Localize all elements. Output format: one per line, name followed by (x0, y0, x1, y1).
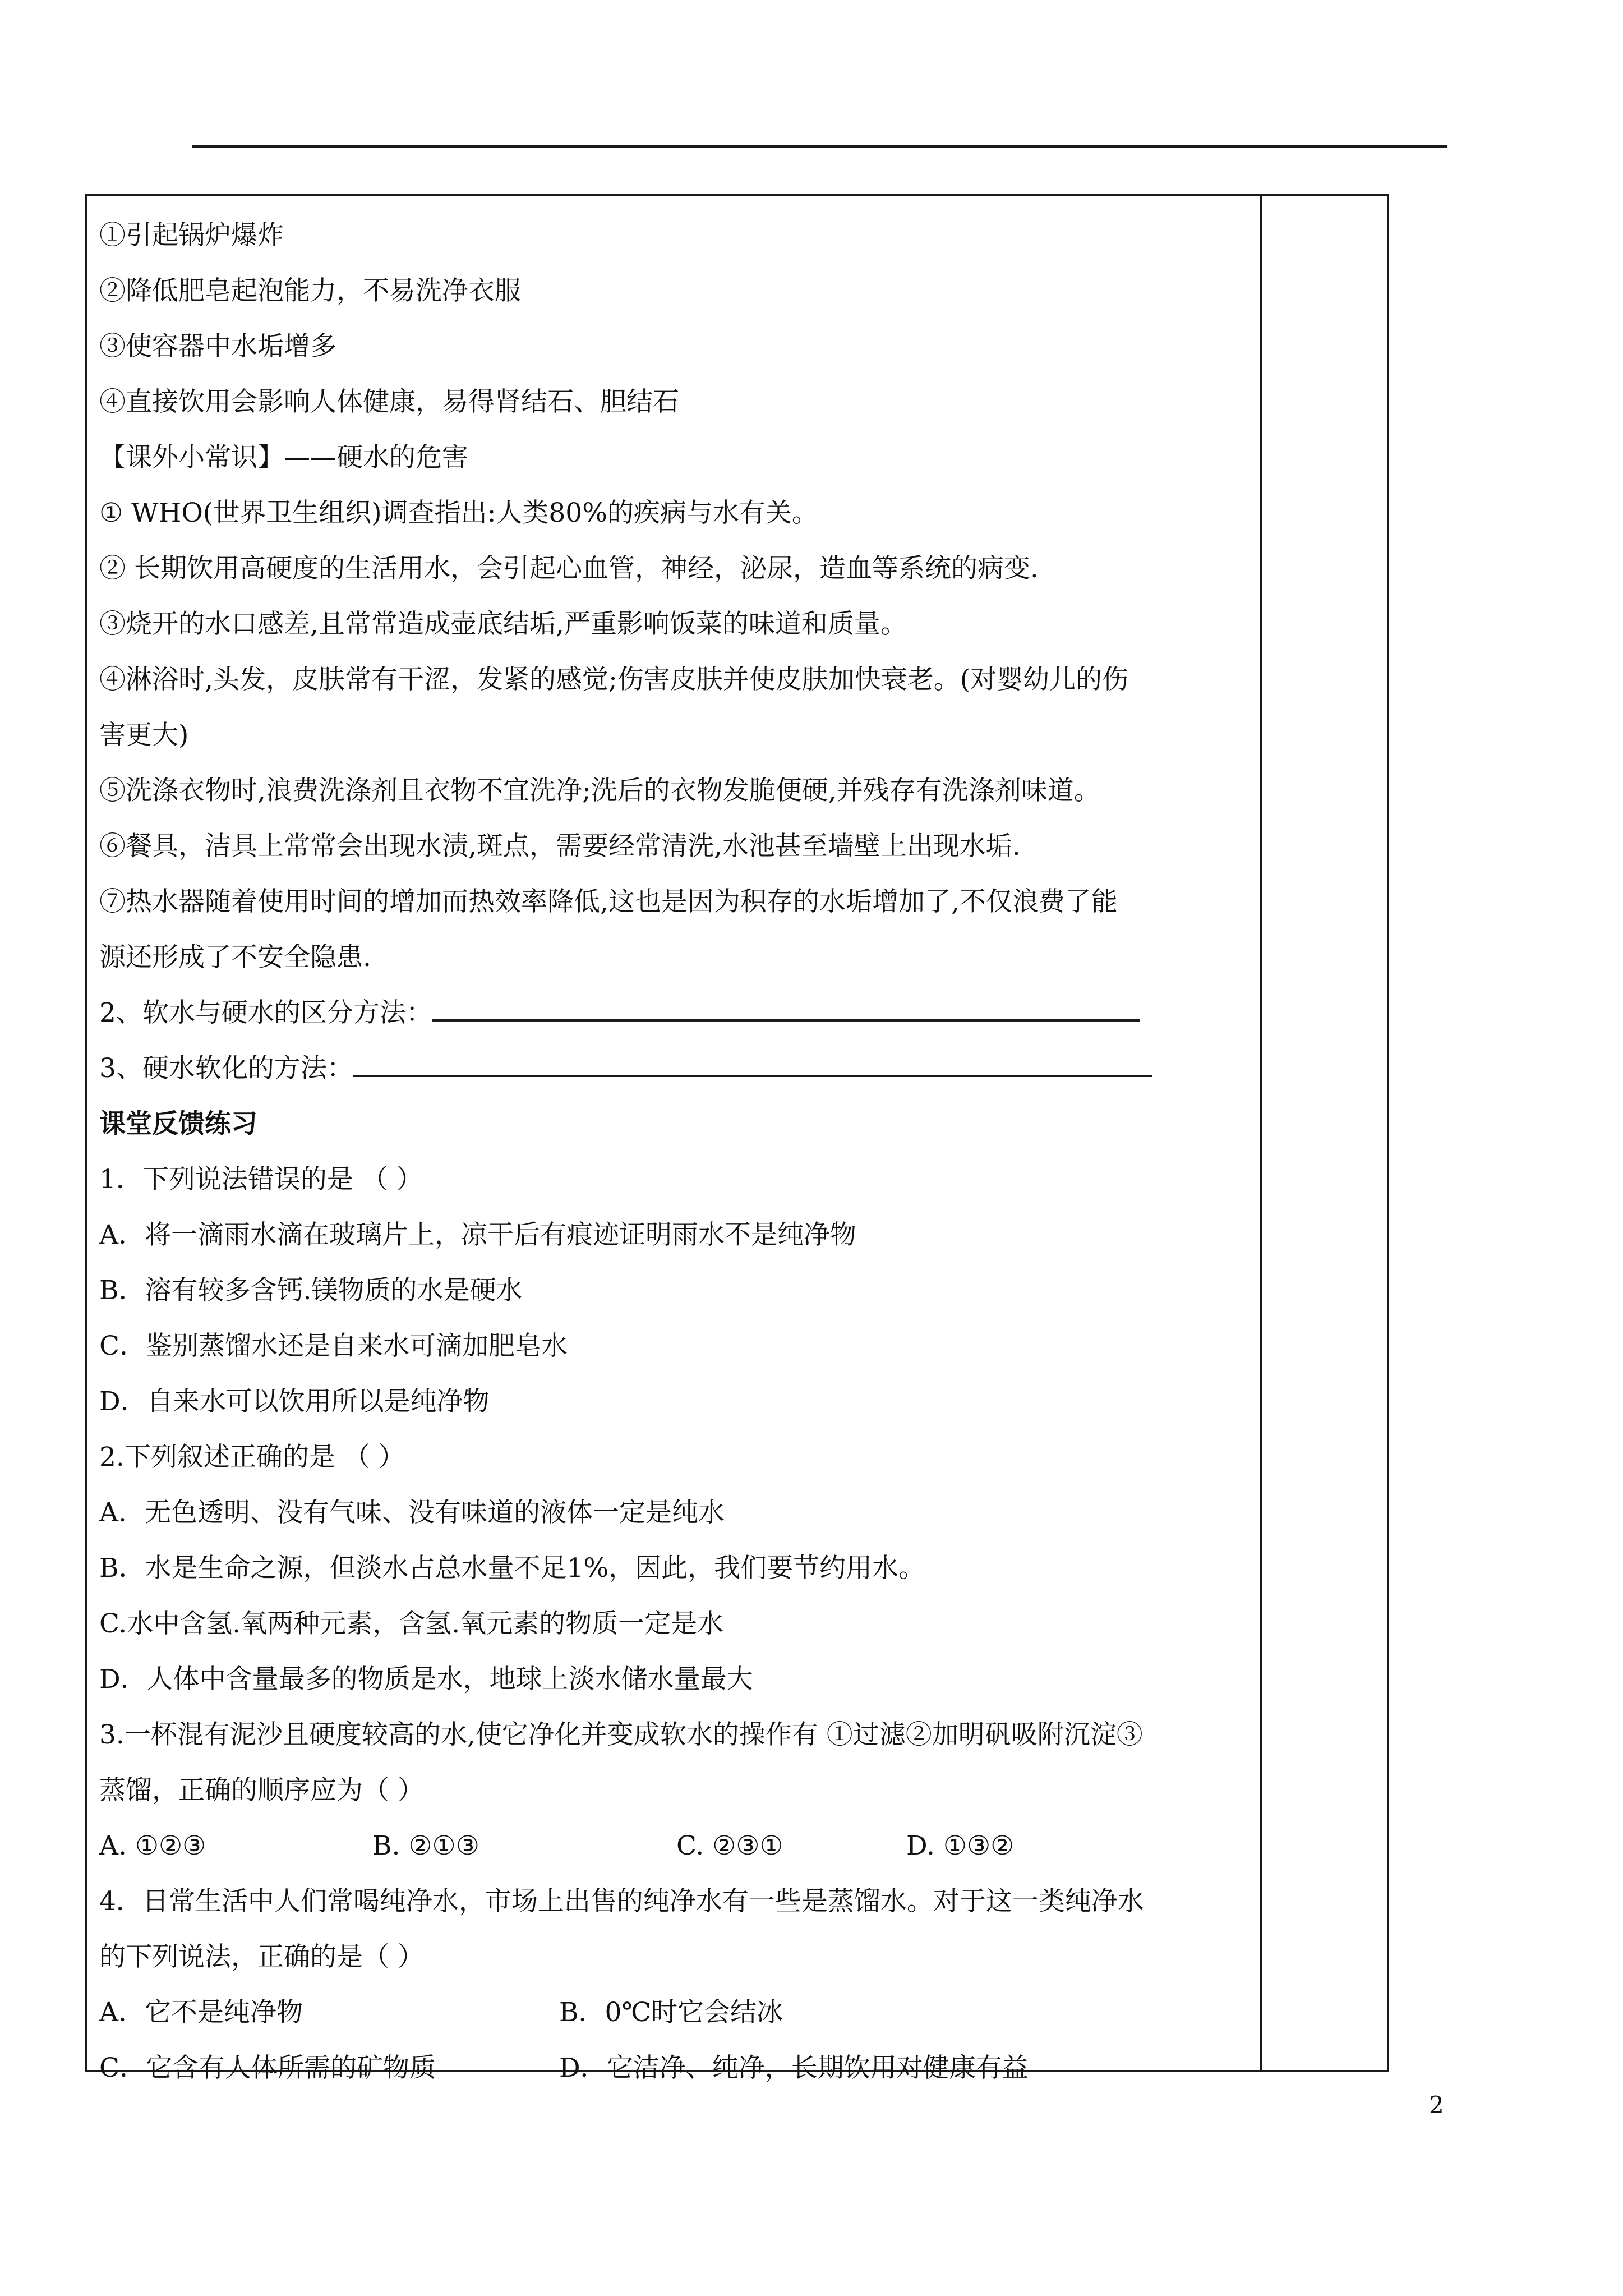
extra-item: ⑥餐具，洁具上常常会出现水渍,斑点，需要经常清洗,水池甚至墙壁上出现水垢. (99, 831, 1021, 862)
question-stem: 3.一杯混有泥沙且硬度较高的水,使它净化并变成软水的操作有 ①过滤②加明矾吸附沉淀③ (99, 1719, 1143, 1750)
fill-blank-label: 2、软水与硬水的区分方法： (99, 997, 432, 1028)
question-stem: 1．下列说法错误的是 （ ） (99, 1164, 423, 1195)
extra-item: ④淋浴时,头发，皮肤常有干涩，发紧的感觉;伤害皮肤并使皮肤加快衰老。(对婴幼儿的伤 (99, 664, 1129, 695)
hazard-item: ①引起锅炉爆炸 (99, 220, 284, 251)
answer-options-row (99, 2040, 1255, 2096)
answer-option: C. ②③① (676, 1830, 783, 1861)
question-stem: 蒸馏，正确的顺序应为（ ） (99, 1775, 424, 1806)
extra-item: ① WHO(世界卫生组织)调查指出:人类80%的疾病与水有关。 (99, 498, 818, 528)
answer-blank[interactable] (353, 1056, 1152, 1077)
question-stem: 的下列说法，正确的是（ ） (99, 1941, 424, 1972)
fill-blank-distinguish (99, 985, 1255, 1041)
answer-option: A．它不是纯净物 (99, 1997, 303, 2028)
answer-option: D．它洁净、纯净，长期饮用对健康有益 (559, 2053, 1029, 2083)
answer-option: C．鉴别蒸馏水还是自来水可滴加肥皂水 (99, 1331, 568, 1361)
answer-option: B．0℃时它会结冰 (559, 1997, 783, 2028)
answer-option: B．溶有较多含钙.镁物质的水是硬水 (99, 1275, 523, 1306)
answer-option: D．自来水可以饮用所以是纯净物 (99, 1386, 490, 1417)
answer-options-row (99, 1985, 1255, 2040)
extra-item: 源还形成了不安全隐患. (99, 942, 371, 973)
answer-blank[interactable] (432, 1000, 1140, 1022)
extra-item: ② 长期饮用高硬度的生活用水，会引起心血管，神经，泌尿，造血等系统的病变. (99, 553, 1039, 584)
worksheet-content (99, 208, 1255, 2096)
answer-option: D. ①③② (906, 1830, 1015, 1861)
page-number: 2 (1429, 2091, 1444, 2119)
answer-option: B. ②①③ (372, 1830, 479, 1861)
answer-option: D．人体中含量最多的物质是水，地球上淡水储水量最大 (99, 1664, 753, 1695)
answer-option: A. ①②③ (99, 1830, 206, 1861)
answer-option: C.水中含氢.氧两种元素，含氢.氧元素的物质一定是水 (99, 1608, 724, 1639)
answer-option: B．水是生命之源，但淡水占总水量不足1%，因此，我们要节约用水。 (99, 1553, 925, 1584)
hazard-item: ②降低肥皂起泡能力，不易洗净衣服 (99, 275, 521, 306)
hazard-item: ③使容器中水垢增多 (99, 331, 336, 362)
extra-item: ③烧开的水口感差,且常常造成壶底结垢,严重影响饭菜的味道和质量。 (99, 609, 907, 639)
extra-item: 害更大) (99, 720, 189, 751)
answer-option: C．它含有人体所需的矿物质 (99, 2053, 436, 2083)
hazard-item: ④直接饮用会影响人体健康，易得肾结石、胆结石 (99, 386, 679, 417)
extra-item: ⑦热水器随着使用时间的增加而热效率降低,这也是因为积存的水垢增加了,不仅浪费了能 (99, 886, 1118, 917)
answer-options-row (99, 1818, 1255, 1874)
question-stem: 4．日常生活中人们常喝纯净水，市场上出售的纯净水有一些是蒸馏水。对于这一类纯净水 (99, 1886, 1144, 1917)
answer-option: A．将一滴雨水滴在玻璃片上，凉干后有痕迹证明雨水不是纯净物 (99, 1220, 856, 1250)
practice-title: 课堂反馈练习 (99, 1108, 257, 1139)
answer-option: A．无色透明、没有气味、没有味道的液体一定是纯水 (99, 1497, 725, 1528)
fill-blank-soften (99, 1041, 1255, 1096)
header-rule (192, 145, 1447, 148)
extra-knowledge-heading: 【课外小常识】——硬水的危害 (99, 442, 468, 473)
extra-item: ⑤洗涤衣物时,浪费洗涤剂且衣物不宜洗净;洗后的衣物发脆便硬,并残存有洗涤剂味道。 (99, 775, 1100, 806)
notes-column-divider (1260, 194, 1262, 2072)
question-stem: 2.下列叙述正确的是 （ ） (99, 1442, 405, 1473)
fill-blank-label: 3、硬水软化的方法： (99, 1053, 353, 1084)
